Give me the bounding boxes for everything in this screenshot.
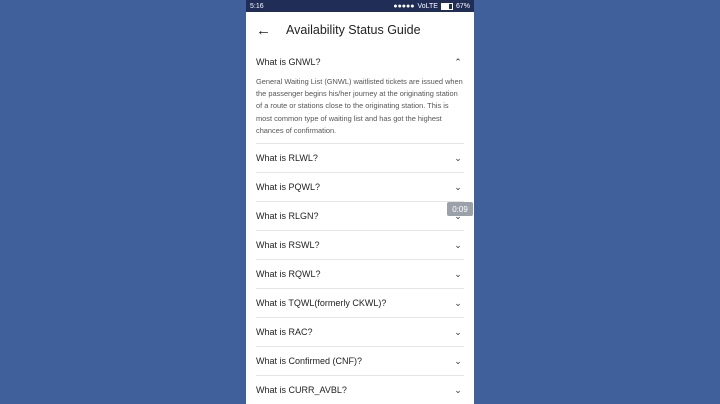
background-left <box>0 0 246 404</box>
faq-item-gnwl[interactable] <box>256 48 464 76</box>
faq-question: What is GNWL? <box>256 57 321 67</box>
faq-item-rlwl[interactable] <box>256 144 464 173</box>
network-label: VoLTE <box>417 2 438 10</box>
faq-item-rqwl[interactable] <box>256 260 464 289</box>
faq-item-cnf[interactable] <box>256 347 464 376</box>
video-timer: 0:09 <box>447 202 473 216</box>
chevron-down-icon: ⌄ <box>454 384 462 395</box>
battery-percent: 67% <box>455 2 470 10</box>
background-right <box>474 0 720 404</box>
faq-item-rswl[interactable] <box>256 231 464 260</box>
faq-question: What is CURR_AVBL? <box>256 385 347 396</box>
faq-question: What is RAC? <box>256 327 313 338</box>
faq-item-rac[interactable] <box>256 318 464 347</box>
battery-icon <box>441 3 453 10</box>
chevron-up-icon: ⌃ <box>454 56 462 67</box>
faq-question: What is RQWL? <box>256 269 321 280</box>
faq-question: What is TQWL(formerly CKWL)? <box>256 298 387 309</box>
page-title: Availability Status Guide <box>286 23 421 37</box>
chevron-down-icon: ⌄ <box>454 355 462 366</box>
phone-screen <box>246 0 474 404</box>
chevron-down-icon: ⌄ <box>454 181 462 192</box>
chevron-down-icon: ⌄ <box>454 297 462 308</box>
back-arrow-icon[interactable]: ← <box>256 21 271 39</box>
faq-list <box>246 48 474 404</box>
faq-item-curr-avbl[interactable] <box>256 376 464 404</box>
faq-question: What is RLGN? <box>256 211 319 222</box>
chevron-down-icon: ⌄ <box>454 152 462 163</box>
status-time: 5:16 <box>250 2 264 10</box>
chevron-down-icon: ⌄ <box>454 326 462 337</box>
faq-question: What is PQWL? <box>256 182 321 193</box>
faq-item-tqwl[interactable] <box>256 289 464 318</box>
faq-question: What is Confirmed (CNF)? <box>256 356 363 367</box>
faq-question: What is RSWL? <box>256 240 320 251</box>
faq-item-rlgn[interactable] <box>256 202 464 231</box>
signal-icon: ●●●●● <box>393 2 415 10</box>
faq-item-pqwl[interactable] <box>256 173 464 202</box>
faq-answer-gnwl: General Waiting List (GNWL) waitlisted tickets are issued when the passenger begins his/her journey at the originating station of a route or stations close to the originating station. This is most common type of waiting list and has got the highest chances of confirmation. <box>256 76 464 144</box>
faq-question: What is RLWL? <box>256 153 318 164</box>
status-right <box>393 3 470 10</box>
chevron-down-icon: ⌄ <box>454 268 462 279</box>
app-bar <box>246 12 474 48</box>
status-bar <box>246 0 474 12</box>
chevron-down-icon: ⌄ <box>454 239 462 250</box>
